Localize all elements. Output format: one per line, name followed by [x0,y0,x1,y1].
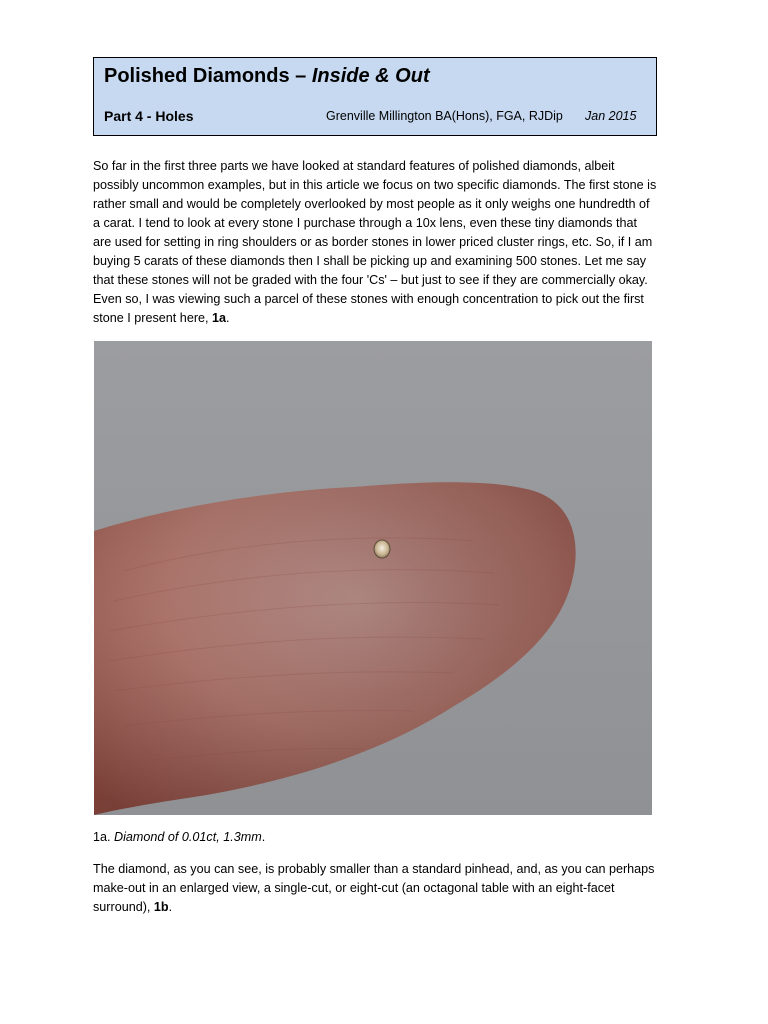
article-header-box [93,57,657,136]
paragraph-line: that these stones will not be graded with the four 'Cs' – but just to see if they are commercially okay. [93,273,648,287]
paragraph-line: possibly uncommon examples, but in this article we focus on two specific diamonds. The first stone is [93,178,657,192]
title-italic: Inside & Out [311,65,430,87]
diamond-on-fingertip-photo [94,341,652,815]
paragraph-line: The diamond, as you can see, is probably smaller than a standard pinhead, and, as you can perhaps [93,862,655,876]
publication-date: Jan 2015 [585,109,637,123]
paragraph-line: make-out in an enlarged view, a single-cut, or eight-cut (an octagonal table with an eight-facet [93,881,615,895]
intro-paragraph [93,157,693,328]
author-credit: Grenville Millington BA(Hons), FGA, RJDip [326,109,563,123]
paragraph-line [93,309,693,328]
caption-text: Diamond of 0.01ct, 1.3mm [114,830,262,844]
line-end: . [226,311,230,325]
tiny-diamond [374,540,390,558]
paragraph-line: So far in the first three parts we have looked at standard features of polished diamonds, albeit [93,159,615,173]
line-text: surround), [93,900,154,914]
title-main: Polished Diamonds – [104,65,312,87]
article-title [104,64,430,88]
paragraph-line: a carat. I tend to look at every stone I purchase through a 10x lens, even these tiny diamonds that [93,216,637,230]
line-end: . [168,900,173,914]
paragraph-line [93,898,693,917]
paragraph-line: buying 5 carats of these diamonds then I shall be picking up and examining 500 stones. Let me say [93,254,647,268]
figure-reference-1b: 1b [153,900,169,914]
second-paragraph [93,860,693,917]
caption-label: 1a. [93,830,115,844]
paragraph-line: are used for setting in ring shoulders or as border stones in lower priced cluster rings, etc. So, if I am [93,235,653,249]
figure-caption [93,828,265,846]
part-subtitle: Part 4 - Holes [104,108,194,124]
figure-reference-1a: 1a [212,311,227,325]
paragraph-line: Even so, I was viewing such a parcel of these stones with enough concentration to pick out the first [93,292,644,306]
caption-end: . [261,830,266,844]
line-text: stone I present here, [93,311,213,325]
paragraph-line: rather small and would be completely overlooked by most people as it only weighs one hundredth of [93,197,650,211]
